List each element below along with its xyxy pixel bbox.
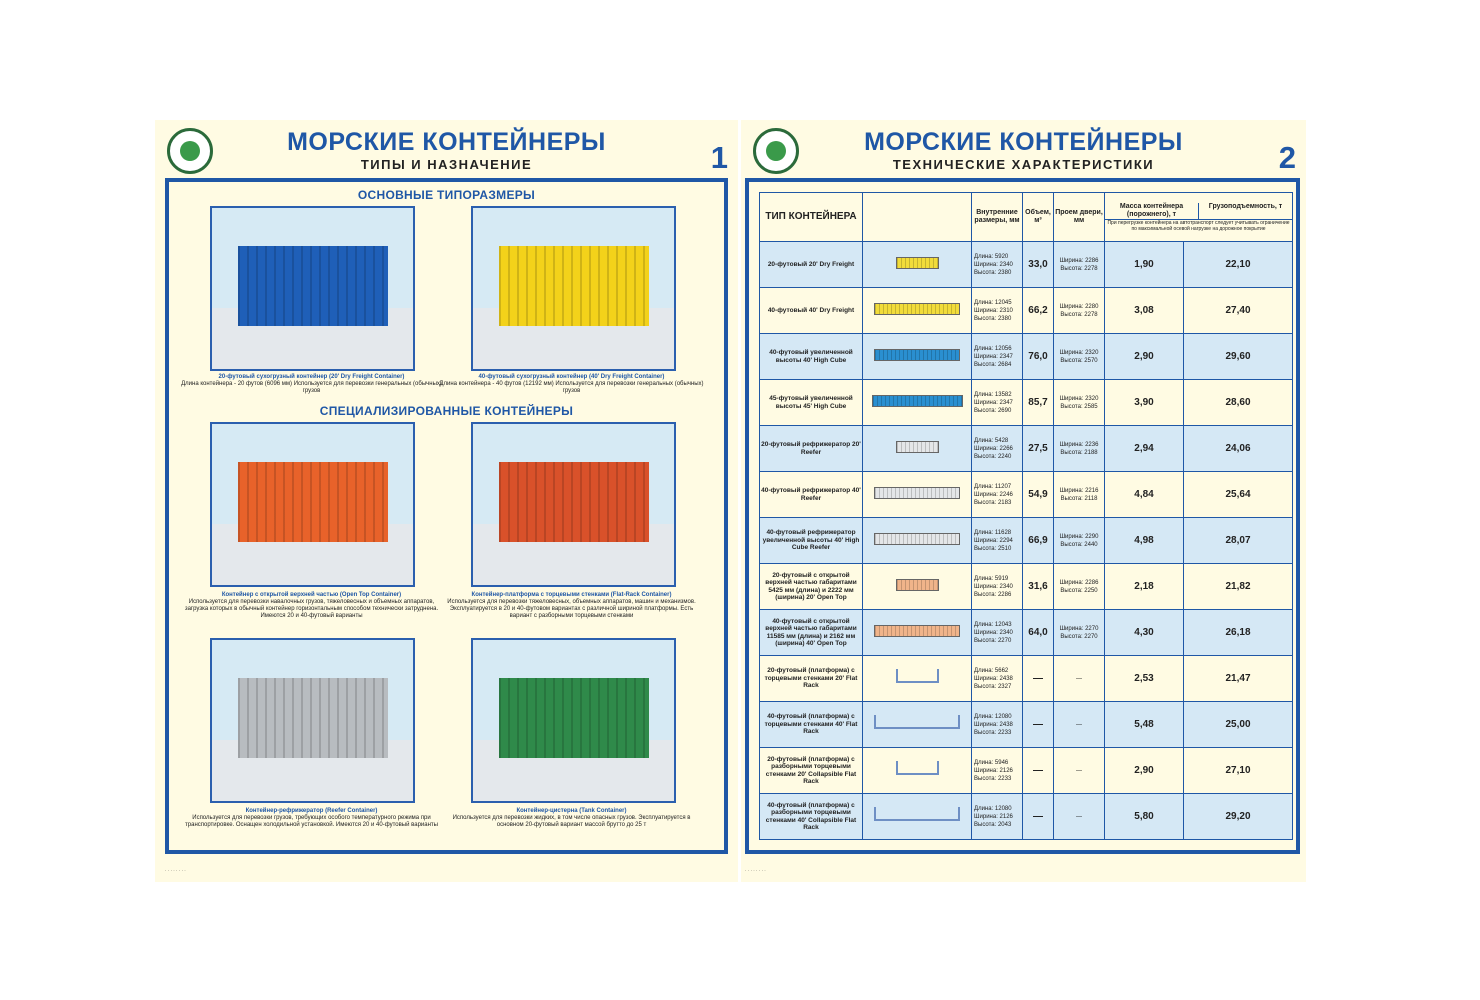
cell-mass: 5,48 [1105, 702, 1184, 748]
cell-inner-dims: Длина: 5919 Ширина: 2340 Высота: 2286 [972, 564, 1023, 610]
cell-mass: 3,08 [1105, 288, 1184, 334]
cell-type: 20-футовый с открытой верхней частью габаритами 5425 мм (длина) и 2222 мм (ширина) 20' Open Top [760, 564, 863, 610]
cell-image [863, 518, 972, 564]
poster2-title: МОРСКИЕ КОНТЕЙНЕРЫ [864, 128, 1183, 156]
footer-credits: · · · · · · · · [745, 868, 766, 873]
container-icon [874, 625, 960, 637]
cell-volume: 66,2 [1023, 288, 1054, 334]
poster1-number: 1 [710, 140, 728, 175]
cell-image [863, 748, 972, 794]
header-image [863, 193, 972, 242]
cell-image [863, 242, 972, 288]
cell-door: — [1054, 656, 1105, 702]
section-specialized: СПЕЦИАЛИЗИРОВАННЫЕ КОНТЕЙНЕРЫ [319, 404, 574, 418]
cell-load: 24,06 [1184, 426, 1293, 472]
cell-volume: 31,6 [1023, 564, 1054, 610]
poster2-number: 2 [1278, 140, 1296, 175]
caption-desc: Длина контейнера - 40 футов (12192 мм) Используется для перевозки генеральных (обычных) грузов [439, 381, 704, 394]
caption-desc: Используется для перевозки тяжеловесных, объемных аппаратов, машин и механизмов. Эксплуатируется в 20 и 40-футовом вариантах с различной шириной платформы. Есть вариант с разборными торцевыми стенками [447, 599, 696, 619]
cell-type: 45-футовый увеличенной высоты 45' High Cube [760, 380, 863, 426]
cell-mass: 1,90 [1105, 242, 1184, 288]
cell-volume: — [1023, 702, 1054, 748]
table-row [760, 748, 1293, 794]
cell-door: — [1054, 702, 1105, 748]
container-icon [896, 579, 939, 591]
caption-title: Контейнер-рефрижератор (Reefer Container) [245, 808, 378, 814]
cell-load: 25,00 [1184, 702, 1293, 748]
caption-title: Контейнер-платформа с торцевыми стенками (Flat-Rack Container) [471, 592, 672, 598]
cell-inner-dims: Длина: 5428 Ширина: 2266 Высота: 2240 [972, 426, 1023, 472]
cell-volume: 76,0 [1023, 334, 1054, 380]
container-illustration [210, 638, 415, 803]
cell-door: Ширина: 2286 Высота: 2250 [1054, 564, 1105, 610]
container-shape [499, 678, 649, 758]
cell-volume: — [1023, 748, 1054, 794]
cell-type: 40-футовый с открытой верхней частью габаритами 11585 мм (длина) и 2162 мм (ширина) 40' Open Top [760, 610, 863, 656]
cell-inner-dims: Длина: 5662 Ширина: 2438 Высота: 2327 [972, 656, 1023, 702]
cell-mass: 3,90 [1105, 380, 1184, 426]
table-row [760, 794, 1293, 840]
cell-inner-dims: Длина: 12080 Ширина: 2438 Высота: 2233 [972, 702, 1023, 748]
container-icon [874, 349, 960, 361]
cell-load: 21,47 [1184, 656, 1293, 702]
cell-type: 40-футовый (платформа) с разборными торцевыми стенками 40' Collapsible Flat Rack [760, 794, 863, 840]
caption-title: Контейнер с открытой верхней частью (Open Top Container) [221, 592, 402, 598]
cell-type: 40-футовый рефрижератор 40' Reefer [760, 472, 863, 518]
flat-rack-icon [874, 807, 960, 821]
container-illustration [471, 206, 676, 371]
cell-inner-dims: Длина: 11207 Ширина: 2246 Высота: 2183 [972, 472, 1023, 518]
caption-desc: Длина контейнера - 20 футов (6096 мм) Используется для перевозки генеральных (обычных) грузов [181, 381, 442, 394]
caption-desc: Используется для перевозки грузов, требующих особого температурного режима при транспортировке. Оснащен холодильной установкой. Имеются 20 и 40-футовый варианты [185, 815, 438, 828]
cell-mass: 2,90 [1105, 748, 1184, 794]
cell-door: Ширина: 2290 Высота: 2440 [1054, 518, 1105, 564]
cell-volume: — [1023, 656, 1054, 702]
container-caption [179, 374, 444, 395]
container-shape [238, 678, 388, 758]
table-row [760, 564, 1293, 610]
poster-types [155, 120, 738, 882]
cell-mass: 2,18 [1105, 564, 1184, 610]
flat-rack-icon [896, 761, 939, 775]
cell-inner-dims: Длина: 13582 Ширина: 2347 Высота: 2690 [972, 380, 1023, 426]
header-inner: Внутренние размеры, мм [972, 193, 1023, 242]
cell-image [863, 794, 972, 840]
cell-inner-dims: Длина: 5920 Ширина: 2340 Высота: 2380 [972, 242, 1023, 288]
caption-title: Контейнер-цистерна (Tank Container) [516, 808, 627, 814]
cell-type: 40-футовый увеличенной высоты 40' High Cube [760, 334, 863, 380]
table-row [760, 334, 1293, 380]
cell-load: 26,18 [1184, 610, 1293, 656]
container-shape [238, 246, 388, 326]
table-row [760, 242, 1293, 288]
cell-door: Ширина: 2320 Высота: 2570 [1054, 334, 1105, 380]
cell-inner-dims: Длина: 5946 Ширина: 2126 Высота: 2233 [972, 748, 1023, 794]
cell-type: 20-футовый (платформа) с разборными торцевыми стенками 20' Collapsible Flat Rack [760, 748, 863, 794]
cell-image [863, 656, 972, 702]
caption-desc: Используется для перевозки жидких, в том числе опасных грузов. Эксплуатируется в основном 20-футовый вариант массой брутто до 25 т [452, 815, 691, 828]
cell-volume: 54,9 [1023, 472, 1054, 518]
header-mass-load [1105, 193, 1293, 242]
cell-door: Ширина: 2286 Высота: 2278 [1054, 242, 1105, 288]
cell-mass: 5,80 [1105, 794, 1184, 840]
cell-type: 20-футовый 20' Dry Freight [760, 242, 863, 288]
cell-inner-dims: Длина: 12080 Ширина: 2126 Высота: 2043 [972, 794, 1023, 840]
container-icon [874, 533, 960, 545]
caption-desc: Используется для перевозки навалочных грузов, тяжеловесных и объемных аппаратов, загрузка которых в обычный контейнер горизонтальным способом технически затруднена. Имеются 20 и 40-футовый варианты [184, 599, 439, 619]
flat-rack-icon [874, 715, 960, 729]
table-row [760, 426, 1293, 472]
cell-load: 28,60 [1184, 380, 1293, 426]
cell-load: 25,64 [1184, 472, 1293, 518]
cell-door: Ширина: 2320 Высота: 2585 [1054, 380, 1105, 426]
header-note: При перегрузке контейнера на автотранспорт следует учитывать ограничение по максимальной осевой нагрузке на дорожное покрытие [1105, 219, 1292, 232]
cell-load: 27,40 [1184, 288, 1293, 334]
cell-image [863, 610, 972, 656]
poster2-subtitle: ТЕХНИЧЕСКИЕ ХАРАКТЕРИСТИКИ [892, 157, 1155, 172]
header-door: Проем двери, мм [1054, 193, 1105, 242]
cell-volume: 33,0 [1023, 242, 1054, 288]
cell-type: 40-футовый рефрижератор увеличенной высоты 40' High Cube Reefer [760, 518, 863, 564]
cell-load: 28,07 [1184, 518, 1293, 564]
footer-credits: · · · · · · · · [165, 868, 186, 873]
header-mass: Масса контейнера (порожнего), т [1105, 203, 1199, 219]
cell-mass: 4,30 [1105, 610, 1184, 656]
cell-volume: 85,7 [1023, 380, 1054, 426]
container-shape [499, 246, 649, 326]
cell-load: 29,20 [1184, 794, 1293, 840]
cell-volume: 64,0 [1023, 610, 1054, 656]
section-main-sizes: ОСНОВНЫЕ ТИПОРАЗМЕРЫ [357, 188, 536, 202]
cell-mass: 4,98 [1105, 518, 1184, 564]
container-caption [179, 592, 444, 620]
cell-image [863, 426, 972, 472]
table-row [760, 610, 1293, 656]
table-row [760, 702, 1293, 748]
table-row [760, 518, 1293, 564]
cell-door: — [1054, 748, 1105, 794]
header-type: ТИП КОНТЕЙНЕРА [760, 193, 863, 242]
container-shape [499, 462, 649, 542]
poster-specs [741, 120, 1306, 882]
cell-load: 29,60 [1184, 334, 1293, 380]
spec-table [759, 192, 1293, 840]
container-icon [874, 303, 960, 315]
cell-door: — [1054, 794, 1105, 840]
poster1-title: МОРСКИЕ КОНТЕЙНЕРЫ [287, 128, 606, 156]
cell-door: Ширина: 2270 Высота: 2270 [1054, 610, 1105, 656]
cell-volume: 27,5 [1023, 426, 1054, 472]
container-caption [439, 592, 704, 620]
cell-image [863, 288, 972, 334]
cell-load: 27,10 [1184, 748, 1293, 794]
cell-door: Ширина: 2280 Высота: 2278 [1054, 288, 1105, 334]
cell-image [863, 702, 972, 748]
table-row [760, 380, 1293, 426]
flat-rack-icon [896, 669, 939, 683]
cell-image [863, 472, 972, 518]
cell-mass: 2,94 [1105, 426, 1184, 472]
table-row [760, 472, 1293, 518]
cell-inner-dims: Длина: 12043 Ширина: 2340 Высота: 2270 [972, 610, 1023, 656]
cell-load: 22,10 [1184, 242, 1293, 288]
cell-volume: — [1023, 794, 1054, 840]
container-caption [439, 808, 704, 829]
container-illustration [471, 422, 676, 587]
cell-type: 40-футовый (платформа) с торцевыми стенками 40' Flat Rack [760, 702, 863, 748]
cell-mass: 2,90 [1105, 334, 1184, 380]
container-icon [872, 395, 963, 407]
container-caption [439, 374, 704, 395]
cell-inner-dims: Длина: 11628 Ширина: 2294 Высота: 2510 [972, 518, 1023, 564]
cell-inner-dims: Длина: 12056 Ширина: 2347 Высота: 2684 [972, 334, 1023, 380]
container-icon [896, 257, 939, 269]
container-illustration [210, 206, 415, 371]
table-row [760, 288, 1293, 334]
cell-type: 40-футовый 40' Dry Freight [760, 288, 863, 334]
cell-image [863, 564, 972, 610]
poster1-frame [165, 178, 728, 854]
table-row [760, 656, 1293, 702]
caption-title: 40-футовый сухогрузный контейнер (40' Dry Freight Container) [478, 374, 665, 380]
poster2-frame [745, 178, 1300, 854]
cell-mass: 2,53 [1105, 656, 1184, 702]
cell-mass: 4,84 [1105, 472, 1184, 518]
cell-door: Ширина: 2236 Высота: 2188 [1054, 426, 1105, 472]
cell-type: 20-футовый рефрижератор 20' Reefer [760, 426, 863, 472]
cell-door: Ширина: 2216 Высота: 2118 [1054, 472, 1105, 518]
header-volume: Объем, м³ [1023, 193, 1054, 242]
container-shape [238, 462, 388, 542]
cell-inner-dims: Длина: 12045 Ширина: 2310 Высота: 2380 [972, 288, 1023, 334]
container-icon [896, 441, 939, 453]
caption-title: 20-футовый сухогрузный контейнер (20' Dry Freight Container) [218, 374, 405, 380]
container-caption [179, 808, 444, 829]
cell-type: 20-футовый (платформа) с торцевыми стенками 20' Flat Rack [760, 656, 863, 702]
container-illustration [210, 422, 415, 587]
cell-image [863, 380, 972, 426]
cell-volume: 66,9 [1023, 518, 1054, 564]
container-illustration [471, 638, 676, 803]
header-load: Грузоподъемность, т [1208, 202, 1283, 210]
cell-load: 21,82 [1184, 564, 1293, 610]
poster1-subtitle: ТИПЫ И НАЗНАЧЕНИЕ [360, 157, 533, 172]
container-icon [874, 487, 960, 499]
cell-image [863, 334, 972, 380]
